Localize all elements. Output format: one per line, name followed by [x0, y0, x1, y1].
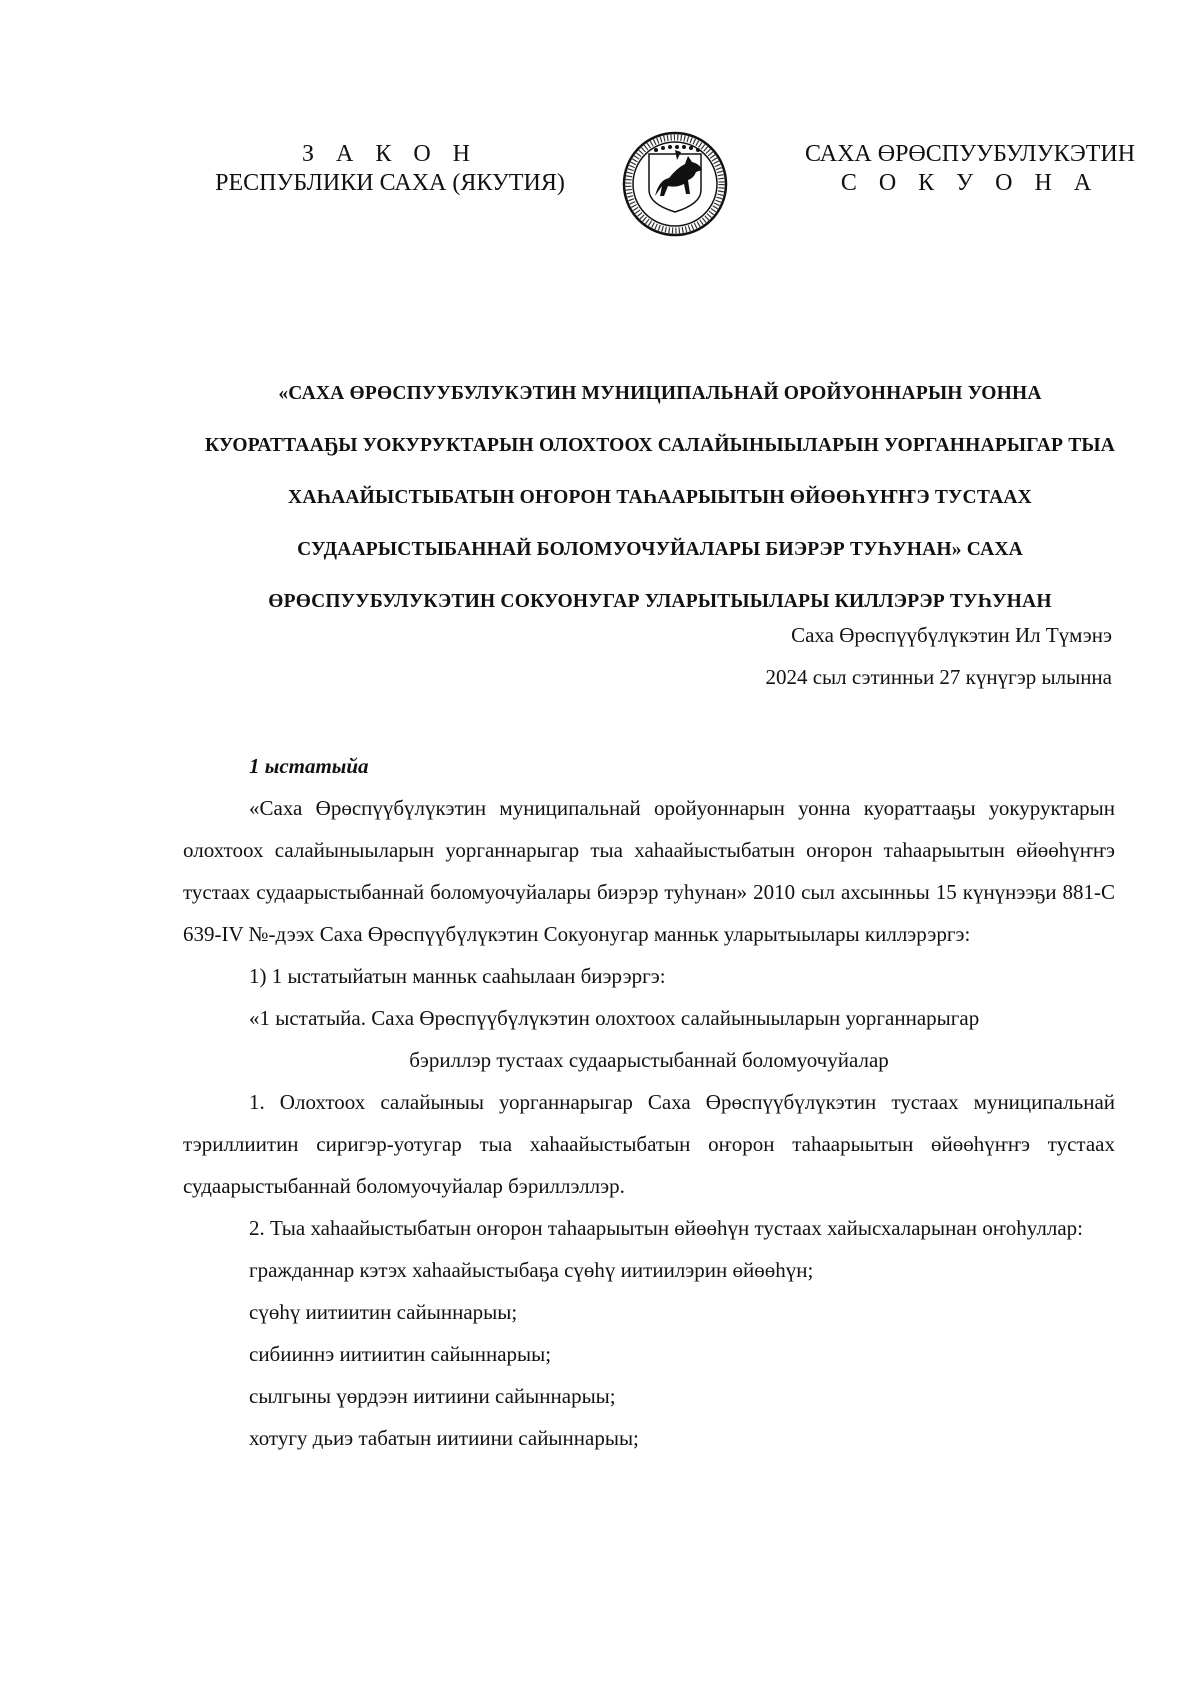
amendment-item: 1) 1 ыстатыйатын манньк сааһылаан биэрэргэ:: [249, 964, 666, 988]
header-right-subtitle: С О К У О Н А: [840, 170, 1100, 196]
law-title: [180, 368, 1140, 628]
quoted-article-title-line1: «1 ыстатыйа. Саха Өрөспүүбүлүкэтин олохтоох салайыныыларын уорганнарыгар: [249, 1006, 980, 1030]
quoted-article-title-line2: бэриллэр тустаах судаарыстыбаннай боломуочуйалар: [409, 1048, 889, 1072]
list-item: хотугу дьиэ табатын иитиини сайыннарыы;: [249, 1426, 639, 1450]
article-intro-paragraph: «Саха Өрөспүүбүлүкэтин муниципальнай оройуоннарын уонна куораттааҕы уокуруктарын олохтоох салайыныыларын уорганнарыгар тыа хаһаайыстыбатын оҥорон таһаарыытын өйөөһүҥҥэ тустаах судаарыстыбаннай боломуочуйалары биэрэр туһунан» 2010 сыл ахсынньы 15 күнүнээҕи 881-С 639-IV №-дээх Саха Өрөспүүбүлүкэтин Сокуонугар манньк уларытыылары киллэрэргэ:: [183, 796, 1115, 946]
title-line: СУДААРЫСТЫБАННАЙ БОЛОМУОЧУЙАЛАРЫ БИЭРЭР ТУҺУНАН» САХА: [297, 539, 1023, 560]
clause-paragraph: 2. Тыа хаһаайыстыбатын оҥорон таһаарыытын өйөөһүн тустаах хайысхаларынан оҥоһуллар:: [249, 1216, 1083, 1240]
title-line: ХАҺААЙЫСТЫБАТЫН ОҤОРОН ТАҺААРЫЫТЫН ӨЙӨӨҺҮҤҤЭ ТУСТААХ: [288, 487, 1032, 508]
list-item: сибииннэ иитиитин сайыннарыы;: [249, 1342, 552, 1366]
header-right-title: САХА ӨРӨСПУУБУЛУКЭТИН: [804, 141, 1136, 167]
header-left-subtitle: РЕСПУБЛИКИ САХА (ЯКУТИЯ): [215, 170, 565, 196]
adopting-body: Саха Өрөспүүбүлүкэтин Ил Түмэнэ: [791, 623, 1112, 647]
document-body: [183, 745, 1115, 1459]
coat-of-arms-emblem-icon: [621, 130, 729, 238]
header-left-title: З А К О Н: [301, 141, 479, 167]
list-item: сүөһү иитиитин сайыннарыы;: [249, 1300, 518, 1324]
header-left: [190, 140, 590, 198]
article-heading: 1 ыстатыйа: [249, 754, 369, 778]
adoption-date: 2024 сыл сэтинньи 27 күнүгэр ылынна: [765, 665, 1112, 689]
clause-paragraph: 1. Олохтоох салайыныы уорганнарыгар Саха Өрөспүүбүлүкэтин тустаах муниципальнай тэриллиитин сиригэр-уотугар тыа хаһаайыстыбатын оҥорон таһаарыытын өйөөһүҥҥэ тустаах судаарыстыбаннай боломуочуйалар бэриллэллэр.: [183, 1090, 1115, 1198]
title-line: «САХА ӨРӨСПУУБУЛУКЭТИН МУНИЦИПАЛЬНАЙ ОРОЙУОННАРЫН УОННА: [278, 383, 1042, 404]
title-line: ӨРӨСПУУБУЛУКЭТИН СОКУОНУГАР УЛАРЫТЫЫЛАРЫ КИЛЛЭРЭР ТУҺУНАН: [268, 591, 1052, 612]
header-right: [770, 140, 1170, 198]
adoption-block: [765, 614, 1112, 698]
list-item: сылгыны үөрдээн иитиини сайыннарыы;: [249, 1384, 616, 1408]
title-line: КУОРАТТААҔЫ УОКУРУКТАРЫН ОЛОХТООХ САЛАЙЫНЫЫЛАРЫН УОРГАННАРЫГАР ТЫА: [204, 435, 1116, 456]
list-item: гражданнар кэтэх хаһаайыстыбаҕа сүөһү иитиилэрин өйөөһүн;: [249, 1258, 814, 1282]
